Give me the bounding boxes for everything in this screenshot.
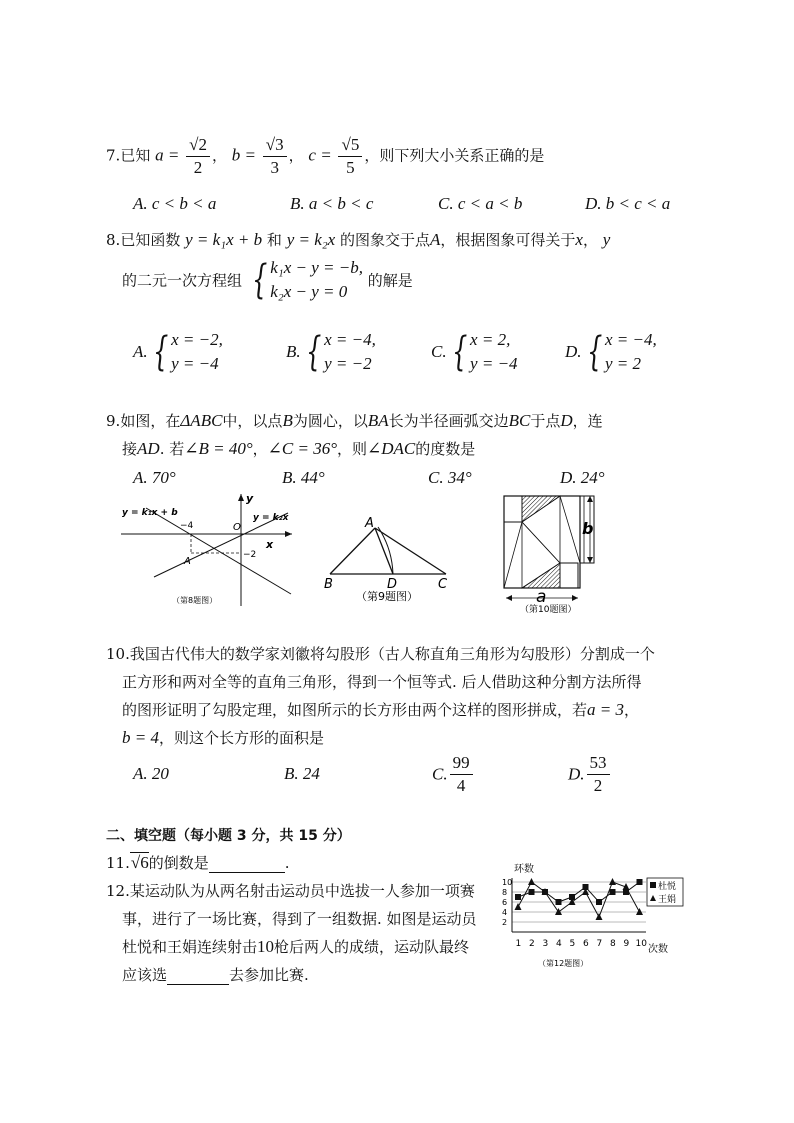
fig12-point-triangle — [528, 878, 535, 885]
question-7: 7.已知 a = $\frac{√2}{2}$ ， b = $\frac{√3}{3}$ ， c = $\frac{√5}{5}$ ，则下列大小关系正确的是 — [106, 135, 545, 177]
q7-option-d: D. b < c < a — [585, 194, 671, 213]
fig12-xlabel: 次数 — [648, 944, 668, 955]
fig8-label-origin: O — [233, 522, 241, 533]
fig12-point-square — [556, 899, 562, 905]
q9-option-b: B. 44° — [282, 468, 325, 487]
question-12-line-2: 事，进行了一场比赛，得到了一组数据. 如图是运动员 — [122, 910, 477, 928]
fig12-ytick-label: 4 — [502, 908, 508, 917]
figure-10 — [498, 490, 606, 616]
fig12-legend-series-1: 杜悦 — [658, 882, 677, 892]
q8-option-b: B. { x = −4, y = −2 — [286, 329, 376, 375]
question-9-line-1: 9.如图，在ΔABC中，以点B为圆心，以BA长为半径画弧交边BC于点D，连 — [106, 411, 603, 430]
q7-number: 7. — [106, 146, 121, 165]
fig8-label-f2: y = k₂x — [253, 513, 289, 523]
question-10-line-1: 10.我国古代伟大的数学家刘徽将勾股形（古人称直角三角形为勾股形）分割成一个 — [106, 645, 655, 663]
q8-option-d: D. { x = −4, y = 2 — [565, 329, 657, 375]
q10-option-c: C. $\frac{99}{4}$ — [432, 752, 475, 797]
q9-option-d: D. 24° — [560, 468, 605, 487]
q12-answer-blank[interactable] — [167, 968, 229, 985]
q7-b-lhs: b = — [231, 145, 256, 165]
q7-option-c: C. c < a < b — [438, 194, 523, 213]
q7-b-fraction: $\frac{√3}{3}$ — [263, 134, 287, 179]
q7-a-fraction: $\frac{√2}{2}$ — [186, 134, 210, 179]
question-11: 11.√6的倒数是 . — [106, 853, 290, 872]
q11-answer-blank[interactable] — [209, 856, 285, 873]
fig8-caption: （第8题图） — [172, 596, 218, 605]
fig12-legend-square — [650, 882, 656, 888]
q7-c-fraction: $\frac{√5}{5}$ — [338, 134, 362, 179]
q8-function-2: y = k₂x — [286, 230, 336, 249]
fig12-ylabel: 环数 — [514, 864, 534, 875]
q7-lead: 已知 — [120, 146, 151, 165]
q10-option-b: B. 24 — [284, 764, 320, 783]
fig12-point-triangle — [609, 878, 616, 885]
fig12-xtick-label: 1 — [515, 939, 522, 949]
q7-option-b: B. a < b < c — [290, 194, 374, 213]
q8-option-c: C. { x = 2, y = −4 — [431, 329, 518, 375]
q7-option-a: A. c < b < a — [133, 194, 217, 213]
figure-8 — [116, 490, 296, 610]
figure-12-chart — [496, 858, 686, 972]
question-8-line-2: 的二元一次方程组 { k₁x − y = −b, k₂x − y = 0 的解是 — [122, 257, 413, 303]
q9-option-a: A. 70° — [133, 468, 176, 487]
fig12-point-square — [529, 889, 535, 895]
fig12-xtick-label: 10 — [635, 939, 647, 949]
fig8-label-minus4: −4 — [180, 521, 194, 531]
fig9-label-D: D — [387, 577, 398, 592]
fig12-point-triangle — [515, 903, 522, 910]
section-2-heading: 二、填空题（每小题 3 分，共 15 分） — [106, 828, 351, 844]
fig12-ytick-label: 6 — [502, 898, 508, 907]
fig12-xtick-label: 2 — [529, 939, 535, 949]
fig12-point-square — [610, 889, 616, 895]
fig10-label-b: b — [582, 519, 594, 538]
fig12-xtick-label: 3 — [542, 939, 549, 949]
fig9-caption: （第9题图） — [356, 590, 418, 603]
question-12-line-4: 应该选 去参加比赛. — [122, 966, 309, 984]
question-10-line-3: 的图形证明了勾股定理，如图所示的长方形由两个这样的图形拼成，若a = 3， — [122, 700, 640, 719]
fig12-xtick-label: 7 — [596, 939, 603, 949]
q7-tail: ，则下列大小关系正确的是 — [364, 146, 545, 165]
q8-option-a: A. { x = −2, y = −4 — [133, 329, 223, 375]
question-10-line-4: b = 4，则这个长方形的面积是 — [122, 728, 324, 747]
fig8-label-y: y — [246, 492, 254, 505]
fig12-xtick-label: 5 — [569, 939, 576, 949]
fig9-label-B: B — [324, 577, 333, 592]
question-8-line-1: 8.已知函数 y = k₁x + b 和 y = k₂x 的图象交于点A，根据图象可得关于x， y — [106, 230, 611, 249]
fig9-label-C: C — [438, 577, 448, 592]
fig8-label-minus2: −2 — [243, 550, 257, 560]
fig10-label-a: a — [536, 587, 547, 607]
fig12-point-triangle — [596, 913, 603, 920]
fig8-label-A: A — [184, 556, 191, 567]
fig12-point-square — [637, 879, 643, 885]
q10-option-a: A. 20 — [133, 764, 169, 783]
q9-option-c: C. 34° — [428, 468, 472, 487]
question-9-line-2: 接AD. 若∠B = 40°，∠C = 36°，则∠DAC的度数是 — [122, 439, 476, 458]
fig12-point-square — [515, 894, 521, 900]
fig8-label-f1: y = k₁x + b — [122, 508, 178, 518]
q7-a-lhs: a = — [155, 145, 180, 165]
fig12-caption: （第12题图） — [538, 959, 589, 968]
fig12-xtick-label: 8 — [610, 939, 616, 949]
fig9-label-A: A — [365, 516, 374, 531]
fig8-label-x: x — [266, 538, 274, 551]
figure-9 — [320, 512, 460, 604]
fig12-xtick-label: 4 — [556, 939, 562, 949]
question-12-line-1: 12.某运动队为从两名射击运动员中选拔一人参加一项赛 — [106, 882, 475, 900]
q10-option-d: D. $\frac{53}{2}$ — [568, 752, 612, 797]
q8-function-1: y = k₁x + b — [185, 230, 263, 249]
fig12-xtick-label: 6 — [583, 939, 589, 949]
fig12-xtick-label: 9 — [623, 939, 630, 949]
fig12-point-triangle — [636, 908, 643, 915]
fig10-caption: （第10题图） — [520, 605, 577, 615]
fig12-ytick-label: 10 — [502, 878, 513, 887]
fig12-ytick-label: 8 — [502, 888, 508, 897]
q8-equation-system: { k₁x − y = −b, k₂x − y = 0 — [251, 257, 363, 303]
fig12-legend-series-2: 王娟 — [658, 895, 677, 905]
question-10-line-2: 正方形和两对全等的直角三角形，得到一个恒等式. 后人借助这种分割方法所得 — [122, 673, 642, 691]
fig12-ytick-label: 2 — [502, 918, 508, 927]
question-12-line-3: 杜悦和王娟连续射击10枪后两人的成绩，运动队最终 — [122, 937, 470, 956]
q11-expression: √6 — [130, 853, 149, 872]
q7-c-lhs: c = — [308, 145, 332, 165]
fig12-point-square — [596, 899, 602, 905]
